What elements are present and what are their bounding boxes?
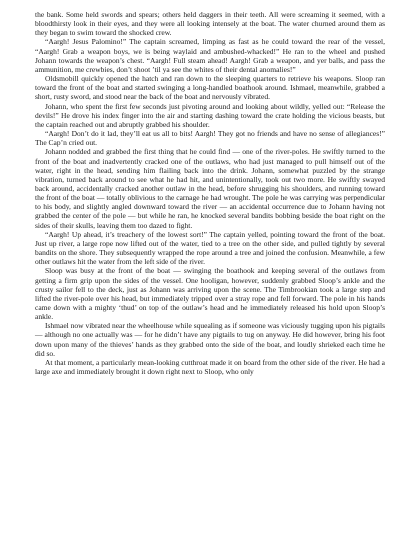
paragraph: “Aargh! Jesus Palomino!” The captain screamed, limping as fast as he could toward the rear of the vessel, “Aargh! Grab a weapon boys, we is being waylaid and ambushed-whacked!” He ran to the wheel and pushed Johann towards the weapon’s chest. “Aargh! Full steam ahead! Aargh! Grab a weapon, and yer balls, and pass the ammunition, me crewbies, don’t shoot ’til ya see the whites of their dental anomalies!” [35,37,385,74]
paragraph: Oldsmobill quickly opened the hatch and ran down to the sleeping quarters to retrieve his weapons. Sloop ran toward the front of the boat and started swinging a long-handled boathook around. Ishmael, meanwhile, grabbed a short, rusty sword, and stood near the back of the boat and nervously vibrated. [35,74,385,102]
paragraph: “Aargh! Don’t do it lad, they’ll eat us all to bits! Aargh! They got no friends and have no sense of allegiances!” The Cap’n cried out. [35,129,385,148]
paragraph: Sloop was busy at the front of the boat — swinging the boathook and keeping several of the outlaws from getting a firm grip upon the sides of the vessel. One hooligan, however, suddenly grabbed Sloop’s ankle and the crusty sailor fell to the deck, just as Johann was arriving upon the scene. The Timbrookian took a large step and lifted the river-pole over his head, but immediately tripped over a stray rope and fell forward. The pole in his hands came down with a mighty ‘thud’ on top of the outlaw’s head and he immediately released his hold upon Sloop’s ankle. [35,266,385,322]
paragraph: the bank. Some held swords and spears; others held daggers in their teeth. All were screaming it seemed, with a bloodthirsty look in their eyes, and they were all looking intensely at the boat. The water churned around them as they began to swim toward the shocked crew. [35,10,385,38]
paragraph: Johann, who spent the first few seconds just pivoting around and looking about wildly, yelled out: “Release the devils!” He drove his index finger into the air and starting dashing toward the crate holding the vicious beasts, but the captain reached out and abruptly grabbed his shoulder. [35,101,385,129]
paragraph: Ishmael now vibrated near the wheelhouse while squealing as if someone was viciously tugging upon his pigtails — although no one actually was — for he didn’t have any pigtails to tug on anyway. He did however, bring his foot down upon many of the thieves’ hands as they grabbed onto the side of the boat, and loudly shrieked each time he did so. [35,321,385,358]
paragraph: Johann nodded and grabbed the first thing that he could find — one of the river-poles. He swiftly turned to the front of the boat and inadvertently cracked one of the outlaws, who had just managed to pull himself out of the water, right in the head, sending him flailing back into the drink. Johann, somewhat puzzled by the strange vibration, turned back around to see what he had hit, and unintentionally, took out two more. He swiftly swayed back around, accidentally cracked another outlaw in the head, before shrugging his shoulders, and running toward the front of the boat — totally oblivious to the carnage he had wrought. The pole he was carrying was perpendicular to his body, and slightly angled downward toward the river — an accidental occurrence due to Johann having not grabbed the center of the pole — but while he ran, he knocked several bandits bobbing beside the boat right on the sides of their skulls, leaving them too dazed to fight. [35,147,385,230]
paragraph: At that moment, a particularly mean-looking cutthroat made it on board from the other side of the river. He had a large axe and immediately brought it down right next to Sloop, who only [35,357,385,377]
paragraph: “Aargh! Up ahead, it’s treachery of the lowest sort!” The captain yelled, pointing toward the front of the boat. Just up river, a large rope now lifted out of the water, tied to a tree on the other side, and pulled tightly by several bandits on the shore. They subsequently wrapped the rope around a tree and joined the confusion. Meanwhile, a few other outlaws hit the water from the left side of the river. [35,229,385,267]
